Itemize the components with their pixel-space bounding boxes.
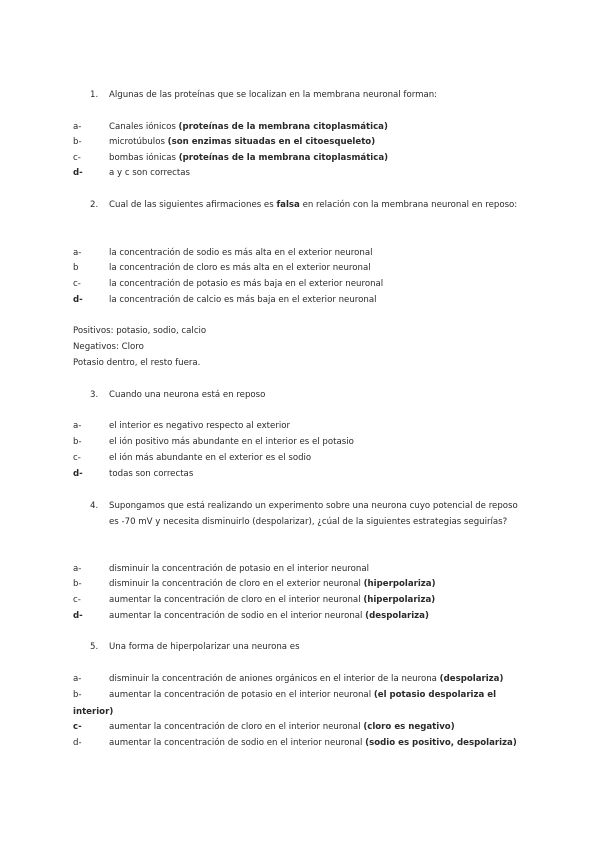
q5-option-b-label: b- xyxy=(73,690,82,700)
q2-option-c: la concentración de potasio es más baja en el exterior neuronal xyxy=(109,279,384,289)
q5-option-b: aumentar la concentración de potasio en el interior neuronal (el potasio despolariza el interior) xyxy=(73,690,497,717)
q1-option-b-note: (son enzimas situadas en el citoesqueleto) xyxy=(167,137,376,147)
q2-option-b-label: b xyxy=(73,263,79,273)
question-1-number: 1. xyxy=(90,90,99,100)
q4-option-b-note: (hiperpolariza) xyxy=(363,579,436,589)
q1-option-c: bombas iónicas (proteínas de la membrana citoplasmática) xyxy=(109,153,389,163)
q3-option-a: el interior es negativo respecto al exterior xyxy=(109,421,291,431)
q2-option-a-label: a- xyxy=(73,248,82,258)
q5-option-b-note: (el potasio despolariza el interior) xyxy=(73,690,497,717)
q1-option-b: microtúbulos (son enzimas situadas en el citoesqueleto) xyxy=(109,137,376,147)
q5-option-d: aumentar la concentración de sodio en el interior neuronal (sodio es positivo, despolariza) xyxy=(109,738,517,748)
q3-option-c: el ión más abundante en el exterior es el sodio xyxy=(109,453,312,463)
q1-option-a-label: a- xyxy=(73,122,82,132)
q3-option-d: todas son correctas xyxy=(109,469,194,479)
q4-option-c-label: c- xyxy=(73,595,81,605)
q2-option-b: la concentración de cloro es más alta en el exterior neuronal xyxy=(109,263,371,273)
q4-option-d: aumentar la concentración de sodio en el interior neuronal (despolariza) xyxy=(109,611,429,621)
q4-option-c: aumentar la concentración de cloro en el interior neuronal (hiperpolariza) xyxy=(109,595,436,605)
q2-option-c-label: c- xyxy=(73,279,81,289)
question-1-text: Algunas de las proteínas que se localizan en la membrana neuronal forman: xyxy=(109,90,438,100)
q3-option-b: el ión positivo más abundante en el interior es el potasio xyxy=(109,437,354,447)
q2-option-d-label: d- xyxy=(73,295,83,305)
q1-option-c-note: (proteínas de la membrana citoplasmática) xyxy=(178,153,389,163)
q4-option-c-note: (hiperpolariza) xyxy=(363,595,436,605)
q3-option-c-label: c- xyxy=(73,453,81,463)
q4-option-b-label: b- xyxy=(73,579,82,589)
q1-option-b-label: b- xyxy=(73,137,82,147)
question-2-text: Cual de las siguientes afirmaciones es falsa en relación con la membrana neuronal en reposo: xyxy=(109,200,518,210)
q1-option-d-label: d- xyxy=(73,168,83,178)
question-3-number: 3. xyxy=(90,390,99,400)
q4-option-a: disminuir la concentración de potasio en el interior neuronal xyxy=(109,564,369,574)
q5-option-d-note: (sodio es positivo, despolariza) xyxy=(365,738,517,748)
q5-option-a-note: (despolariza) xyxy=(439,674,504,684)
q2-option-a: la concentración de sodio es más alta en el exterior neuronal xyxy=(109,248,373,258)
q3-option-a-label: a- xyxy=(73,421,82,431)
question-5-number: 5. xyxy=(90,642,99,652)
q3-option-d-label: d- xyxy=(73,469,83,479)
question-4-number: 4. xyxy=(90,501,99,511)
q2-note-2: Negativos: Cloro xyxy=(73,342,144,352)
q5-option-a: disminuir la concentración de aniones orgánicos en el interior de la neurona (despolariza) xyxy=(109,674,504,684)
q2-note-3: Potasio dentro, el resto fuera. xyxy=(73,358,201,368)
q1-option-a: Canales iónicos (proteínas de la membrana citoplasmática) xyxy=(109,122,388,132)
q4-option-a-label: a- xyxy=(73,564,82,574)
q2-note-1: Positivos: potasio, sodio, calcio xyxy=(73,326,207,336)
q5-option-a-label: a- xyxy=(73,674,82,684)
question-4-text: Supongamos que está realizando un experimento sobre una neurona cuyo potencial de reposo es -70 mV y necesita disminuirlo (despolarizar), ¿cúal de la siguientes estrategias seguirías? xyxy=(109,501,518,527)
q1-option-c-label: c- xyxy=(73,153,81,163)
q5-option-c-note: (cloro es negativo) xyxy=(363,722,455,732)
q5-option-c-label: c- xyxy=(73,722,82,732)
q5-option-d-label: d- xyxy=(73,738,82,748)
q4-option-d-label: d- xyxy=(73,611,83,621)
question-5-text: Una forma de hiperpolarizar una neurona es xyxy=(109,642,300,652)
q2-option-d: la concentración de calcio es más baja en el exterior neuronal xyxy=(109,295,377,305)
q1-option-a-note: (proteínas de la membrana citoplasmática) xyxy=(178,122,388,132)
q4-option-b: disminuir la concentración de cloro en el exterior neuronal (hiperpolariza) xyxy=(109,579,436,589)
q4-option-d-note: (despolariza) xyxy=(365,611,429,621)
q1-option-d: a y c son correctas xyxy=(109,168,191,178)
q5-option-c: aumentar la concentración de cloro en el interior neuronal (cloro es negativo) xyxy=(109,722,455,732)
question-2-number: 2. xyxy=(90,200,99,210)
question-3-text: Cuando una neurona está en reposo xyxy=(109,390,266,400)
q3-option-b-label: b- xyxy=(73,437,82,447)
